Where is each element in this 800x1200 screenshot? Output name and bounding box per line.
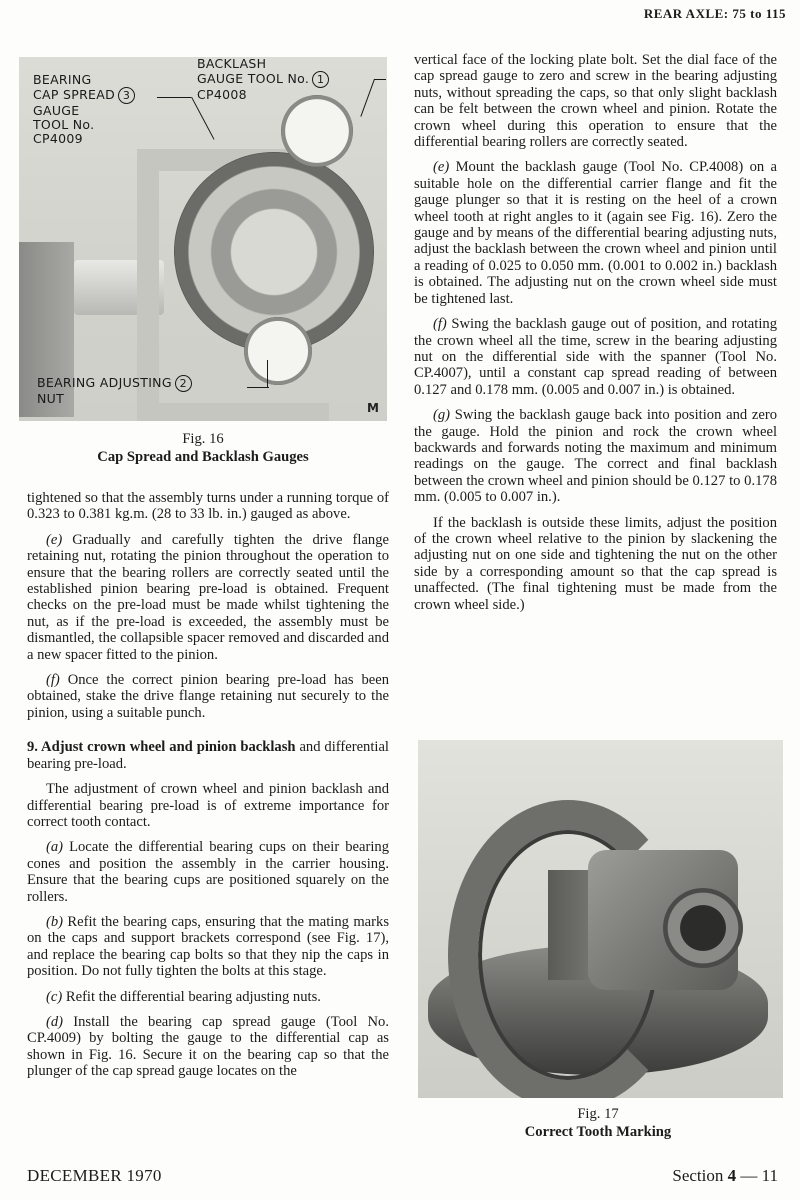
callout-bearing-adjusting-nut [37,375,192,406]
figure-17-photo [418,740,783,1098]
paragraph-step-e [27,532,389,663]
backlash-dial-gauge [281,95,353,167]
callout-number-1: 1 [312,71,329,88]
paragraph-step-e [414,159,777,307]
step-label: (a) [46,839,64,856]
callout-number-2: 2 [175,375,192,392]
step-label: (b) [46,913,64,930]
step-label: (g) [433,407,451,424]
heading-rest: and differential bearing pre-load. [27,739,389,772]
paragraph-step-f [27,672,389,721]
page-number: — 11 [736,1166,778,1185]
callout-text: CP4008 [197,87,247,102]
right-text-column [414,52,777,622]
callout-text: BACKLASH [197,57,267,71]
section-label: Section [672,1166,728,1185]
leader-line-2 [267,360,268,388]
step-label: (e) [433,159,450,176]
footer-date: DECEMBER 1970 [27,1166,162,1185]
running-head: REAR AXLE: 75 to 115 [643,6,786,21]
callout-number-3: 3 [118,87,135,104]
paragraph: tightened so that the assembly turns under a running torque of 0.323 to 0.381 kg.m. (28 to 33 lb. in.) gauged as above. [27,490,389,523]
paragraph-step-c [27,989,389,1005]
paragraph-step-b [27,914,389,980]
step-text: Once the correct pinion bearing pre-load has been obtained, stake the drive flange retaining nut securely to the pinion, using a suitable punch. [27,672,389,721]
paragraph-step-a [27,839,389,905]
step-label: (f) [433,316,447,333]
step-text: Swing the backlash gauge out of position, and rotating the crown wheel all the time, screw in the bearing adjusting nut on the differential side with the spanner (Tool No. CP.4007), until a constant cap spread reading of between 0.127 and 0.178 mm. (0.005 and 0.007 in.) is obtained. [414,316,777,398]
callout-text: CAP SPREAD [33,87,116,102]
paragraph-step-g [414,407,777,505]
step-label: (c) [46,988,63,1005]
figure-title: Correct Tooth Marking [524,1124,672,1140]
adjusting-nut-image [663,888,743,968]
step-label: (f) [46,672,60,689]
heading-bold-text: Adjust crown wheel and pinion backlash [37,739,296,756]
callout-cap-spread-gauge [33,73,135,146]
step-text: Refit the differential bearing adjusting nuts. [62,988,321,1005]
step-text: Gradually and carefully tighten the drive flange retaining nut, rotating the pinion throughout the operation to ensure that the bearing rollers are correctly seated until the established pinion bearing pre-load is obtained. Frequent checks on the pre-load must be made whilst tightening the nut, as if the pre-load is exceeded, the assembly must be dismantled, the collapsible spacer removed and discarded and a new spacer fitted to the pinion. [27,531,389,663]
leader-line-2 [247,387,269,388]
figure-title: Cap Spread and Backlash Gauges [97,449,309,465]
callout-text: BEARING ADJUSTING [37,375,172,390]
paragraph-step-d [27,1014,389,1080]
step-text: Refit the bearing caps, ensuring that the mating marks on the caps and support brackets correspond (see Fig. 17), and replace the bearing cap bolts so that they nip the caps in position. Do not fully tighten the bolts at this stage. [27,913,389,980]
step-text: Locate the differential bearing cups on their bearing cones and position the assembly in the carrier housing. Ensure that the bearing cups are positioned squarely on the rollers. [27,839,389,905]
paragraph: vertical face of the locking plate bolt. Set the dial face of the cap spread gauge to zero and screw in the bearing adjusting nuts, without spreading the caps, so that only slight backlash can be felt between the crown wheel and pinion. Rotate the crown wheel during this operation to ensure that the differential bearing rollers are correctly seated. [414,52,777,151]
callout-text: NUT [37,391,65,406]
cap-spread-dial-gauge [244,317,312,385]
callout-text: GAUGE [33,103,80,118]
leader-line-3 [157,97,191,98]
figure-number: Fig. 16 [182,431,224,447]
figure-16-caption [19,430,387,466]
step-text: Swing the backlash gauge back into position and zero the gauge. Hold the pinion and rock the crown wheel backwards and forwards noting the maximum and minimum readings on the gauge. The correct and final backlash between the crown wheel and pinion should be 0.127 to 0.178 mm. (0.005 to 0.007 in.). [414,407,777,506]
paragraph: If the backlash is outside these limits, adjust the position of the crown wheel relative to the pinion by slackening the adjusting nut on one side and tightening the nut on the other side by a corresponding amount so that the cap spread is unaffected. (The final tightening must be made from the crown wheel side.) [414,514,777,613]
callout-text: GAUGE TOOL No. [197,71,310,86]
left-text-column [27,490,389,1089]
callout-backlash-gauge [197,57,329,102]
leader-line-1 [360,79,375,117]
callout-text: CP4009 [33,131,83,146]
section-heading-9 [27,739,389,772]
figure-17-caption [414,1105,782,1141]
paragraph-step-f [414,316,777,398]
leader-line-3 [191,97,215,140]
footer-page-number [672,1166,778,1186]
step-label: (e) [46,531,63,548]
step-label: (d) [46,1013,64,1030]
heading-number: 9. [27,739,38,756]
photo-mark: M [367,401,379,415]
paragraph: The adjustment of crown wheel and pinion backlash and differential bearing pre-load is of extreme importance for correct tooth contact. [27,781,389,830]
section-number: 4 [727,1166,737,1185]
callout-text: BEARING [33,72,92,87]
step-text: Install the bearing cap spread gauge (Tool No. CP.4009) by bolting the gauge to the differential cap as shown in Fig. 16. Secure it on the bearing cap so that the plunger of the cap spread gauge locates on the [27,1013,389,1080]
callout-text: TOOL No. [33,117,95,132]
figure-16-photo [19,57,387,421]
leader-line-1 [374,79,386,80]
step-text: Mount the backlash gauge (Tool No. CP.4008) on a suitable hole on the differential carrier flange and fit the gauge plunger so that it is resting on the heel of a crown wheel tooth at right angles to it (again see Fig. 16). Zero the gauge and by means of the differential bearing adjusting nuts, adjust the backlash between the crown wheel and pinion until a reading of 0.025 to 0.050 mm. (0.001 to 0.002 in.) backlash is obtained. The adjusting nut on the crown wheel side must be tightened last. [414,159,777,307]
figure-number: Fig. 17 [577,1106,619,1122]
